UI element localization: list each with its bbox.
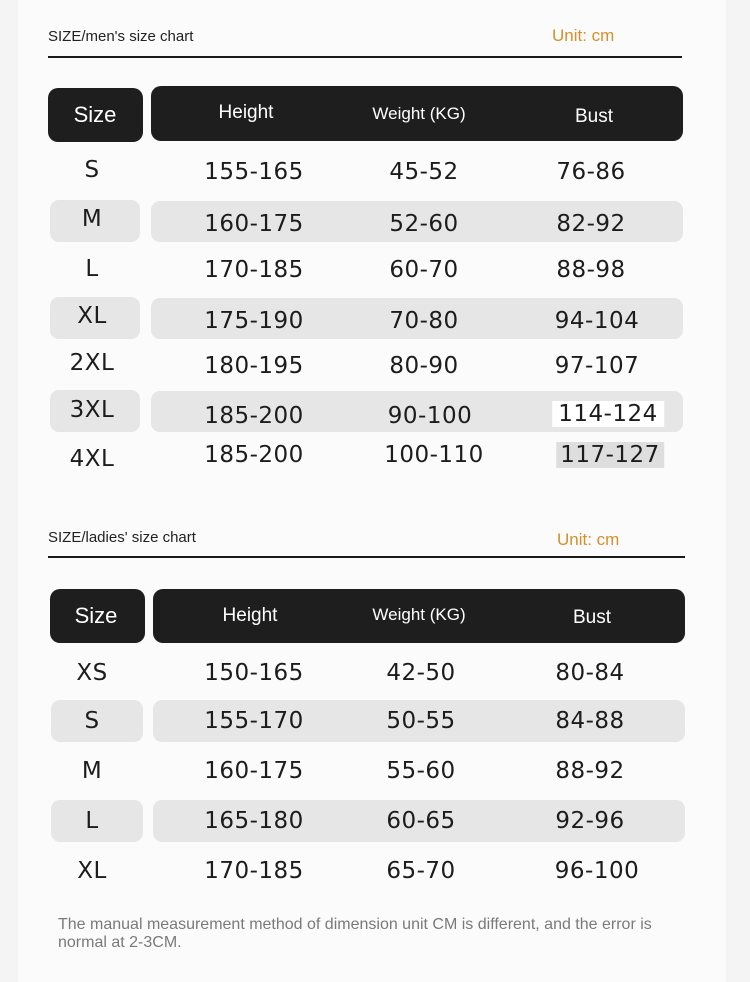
ladies-row-height: 155-170 — [204, 708, 304, 734]
ladies-row-height: 160-175 — [204, 758, 304, 784]
men-row-height: 185-200 — [204, 403, 304, 429]
men-header-bust: Bust — [574, 106, 614, 127]
men-row-weight: 70-80 — [389, 308, 459, 334]
ladies-row-size: L — [85, 808, 99, 834]
men-row-bust: 88-98 — [556, 257, 626, 283]
men-row-height: 185-200 — [204, 442, 304, 468]
ladies-row-bust: 88-92 — [555, 758, 625, 784]
men-row-size: 4XL — [69, 446, 115, 472]
men-header-weight: Weight (KG) — [372, 104, 466, 123]
men-row-bust: 114-124 — [552, 401, 664, 427]
men-row-size: S — [84, 157, 100, 183]
men-title-divider — [48, 56, 682, 58]
men-unit-label: Unit: cm — [552, 26, 615, 45]
men-row-size: 2XL — [69, 350, 115, 376]
ladies-row-weight: 55-60 — [386, 758, 456, 784]
ladies-row-weight: 42-50 — [386, 660, 456, 686]
men-row-weight: 60-70 — [389, 257, 459, 283]
ladies-row-bust: 92-96 — [555, 808, 625, 834]
ladies-row-height: 165-180 — [204, 808, 304, 834]
men-row-weight: 100-110 — [384, 442, 484, 468]
men-row-weight: 45-52 — [389, 159, 459, 185]
men-row-weight: 80-90 — [389, 353, 459, 379]
men-row-height: 175-190 — [204, 308, 304, 334]
ladies-row-weight: 60-65 — [386, 808, 456, 834]
ladies-row-height: 150-165 — [204, 660, 304, 686]
ladies-header-height: Height — [222, 605, 278, 626]
ladies-row-size: M — [81, 758, 103, 784]
men-row-size: M — [81, 206, 103, 232]
men-row-height: 170-185 — [204, 257, 304, 283]
ladies-title-divider — [48, 556, 685, 558]
men-row-height: 155-165 — [204, 159, 304, 185]
ladies-row-bust: 96-100 — [554, 858, 640, 884]
men-header-size: Size — [73, 102, 117, 127]
ladies-header-weight: Weight (KG) — [372, 605, 466, 624]
men-row-bust: 94-104 — [554, 308, 640, 334]
ladies-header-size: Size — [74, 603, 118, 628]
men-row-bust: 97-107 — [554, 353, 640, 379]
ladies-row-size: XL — [77, 858, 107, 884]
ladies-chart-title: SIZE/ladies' size chart — [48, 529, 196, 546]
ladies-row-bust: 80-84 — [555, 660, 625, 686]
men-row-size: 3XL — [69, 397, 115, 423]
ladies-row-height: 170-185 — [204, 858, 304, 884]
men-row-weight: 90-100 — [387, 403, 473, 429]
men-header-height: Height — [218, 102, 274, 123]
ladies-unit-label: Unit: cm — [557, 530, 620, 549]
men-chart-title: SIZE/men's size chart — [48, 28, 194, 45]
men-row-weight: 52-60 — [389, 211, 459, 237]
men-row-height: 160-175 — [204, 211, 304, 237]
ladies-row-size: XS — [76, 660, 108, 686]
ladies-row-weight: 65-70 — [386, 858, 456, 884]
men-row-size: XL — [77, 303, 107, 329]
measurement-note: The manual measurement method of dimension unit CM is different, and the error is normal at 2-3CM. — [58, 916, 652, 951]
men-row-bust: 82-92 — [556, 211, 626, 237]
men-row-height: 180-195 — [204, 353, 304, 379]
ladies-row-weight: 50-55 — [386, 708, 456, 734]
ladies-row-bust: 84-88 — [555, 708, 625, 734]
ladies-row-size: S — [84, 708, 100, 734]
men-row-size: L — [85, 256, 99, 282]
men-row-bust: 76-86 — [556, 159, 626, 185]
men-row-bust: 117-127 — [556, 442, 664, 468]
ladies-header-bust: Bust — [572, 607, 612, 628]
